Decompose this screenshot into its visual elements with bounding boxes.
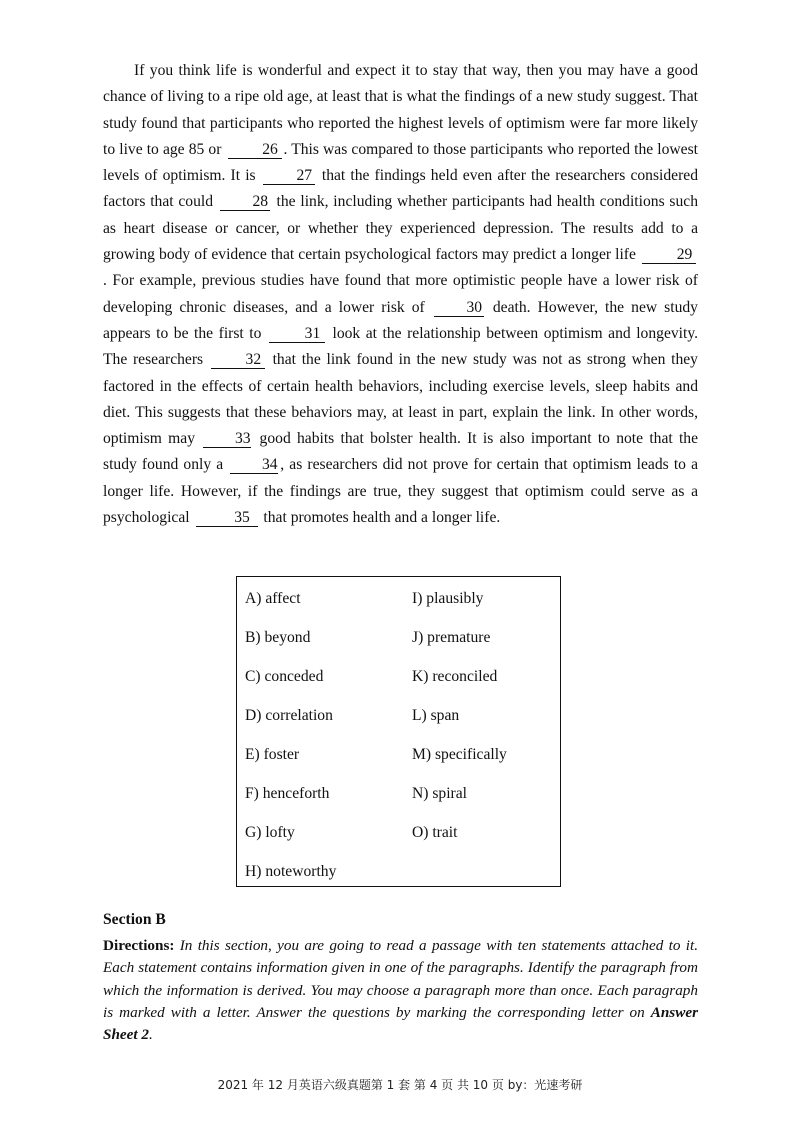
option-n: N) spiral	[412, 785, 467, 802]
passage-text: . This was compared to those participants who reported the lowest levels of optimism. It is	[103, 140, 698, 185]
option-e: E) foster	[245, 746, 300, 763]
section-b-title: Section B	[103, 911, 166, 928]
option-o: O) trait	[412, 824, 458, 841]
cloze-paragraph	[103, 58, 698, 531]
passage-text: good habits that bolster health. It is also important to note that the study found only a	[103, 430, 699, 474]
directions-period: .	[149, 1026, 153, 1044]
option-i: I) plausibly	[412, 590, 484, 607]
blank-30: 30	[434, 299, 484, 317]
option-a: A) affect	[245, 590, 301, 607]
option-j: J) premature	[412, 629, 491, 646]
section-b-directions	[103, 935, 698, 1046]
option-f: F) henceforth	[245, 785, 330, 802]
blank-33: 33	[203, 430, 251, 448]
cloze-passage	[103, 58, 698, 531]
option-m: M) specifically	[412, 746, 507, 763]
passage-text: , as researchers did not prove for certain that optimism leads to a longer life. However, if the findings are true, they suggest that optimism could serve as a psychological	[103, 456, 698, 527]
blank-26: 26	[228, 141, 282, 159]
blank-32: 32	[211, 351, 265, 369]
passage-text: that the link found in the new study was not as strong when they factored in the effects of certain health behaviors, including exercise levels, sleep habits and diet. This suggests that these behaviors may, at least in part, explain the link. In other words, optimism may	[103, 351, 698, 448]
blank-31: 31	[269, 325, 325, 343]
option-l: L) span	[412, 707, 460, 724]
blank-35: 35	[196, 509, 258, 527]
option-d: D) correlation	[245, 707, 333, 724]
directions-label: Directions:	[103, 937, 175, 954]
passage-text: . For example, previous studies have found that more optimistic people have a lower risk of developing chronic diseases, and a lower risk of	[103, 272, 698, 316]
blank-34: 34	[230, 456, 278, 474]
blank-29: 29	[642, 246, 696, 264]
passage-text: that promotes health and a longer life.	[259, 509, 501, 527]
blank-27: 27	[263, 167, 315, 185]
option-k: K) reconciled	[412, 668, 498, 685]
blank-28: 28	[220, 193, 270, 211]
word-bank	[236, 576, 561, 887]
answer-sheet-ref: Answer Sheet 2	[103, 1003, 698, 1044]
passage-text: If you think life is wonderful and expect it to stay that way, then you may have a good chance of living to a ripe old age, at least that is what the findings of a new study suggest. That study found that participants who reported the highest levels of optimism were far more likely to live to age 85 or	[103, 62, 698, 158]
passage-text: the link, including whether participants had health conditions such as heart disease or cancer, or whether they experienced depression. The results add to a growing body of evidence that certain psychological factors may predict a longer life	[103, 193, 698, 264]
passage-text: death. However, the new study appears to be the first to	[103, 298, 698, 342]
option-h: H) noteworthy	[245, 863, 337, 880]
page-footer: 2021 年 12 月英语六级真题第 1 套 第 4 页 共 10 页 by：光速考研	[217, 1078, 583, 1092]
directions-text: In this section, you are going to read a passage with ten statements attached to it. Each statement contains information given in one of the paragraphs. Identify the paragraph from which the information is derived. You may choose a paragraph more than once. Each paragraph is marked with a letter. Answer the questions by marking the corresponding letter on	[103, 937, 698, 1021]
passage-text: look at the relationship between optimism and longevity. The researchers	[103, 324, 699, 369]
option-g: G) lofty	[245, 824, 295, 841]
option-c: C) conceded	[245, 668, 324, 685]
passage-text: that the findings held even after the researchers considered factors that could	[103, 167, 698, 211]
option-b: B) beyond	[245, 629, 311, 646]
